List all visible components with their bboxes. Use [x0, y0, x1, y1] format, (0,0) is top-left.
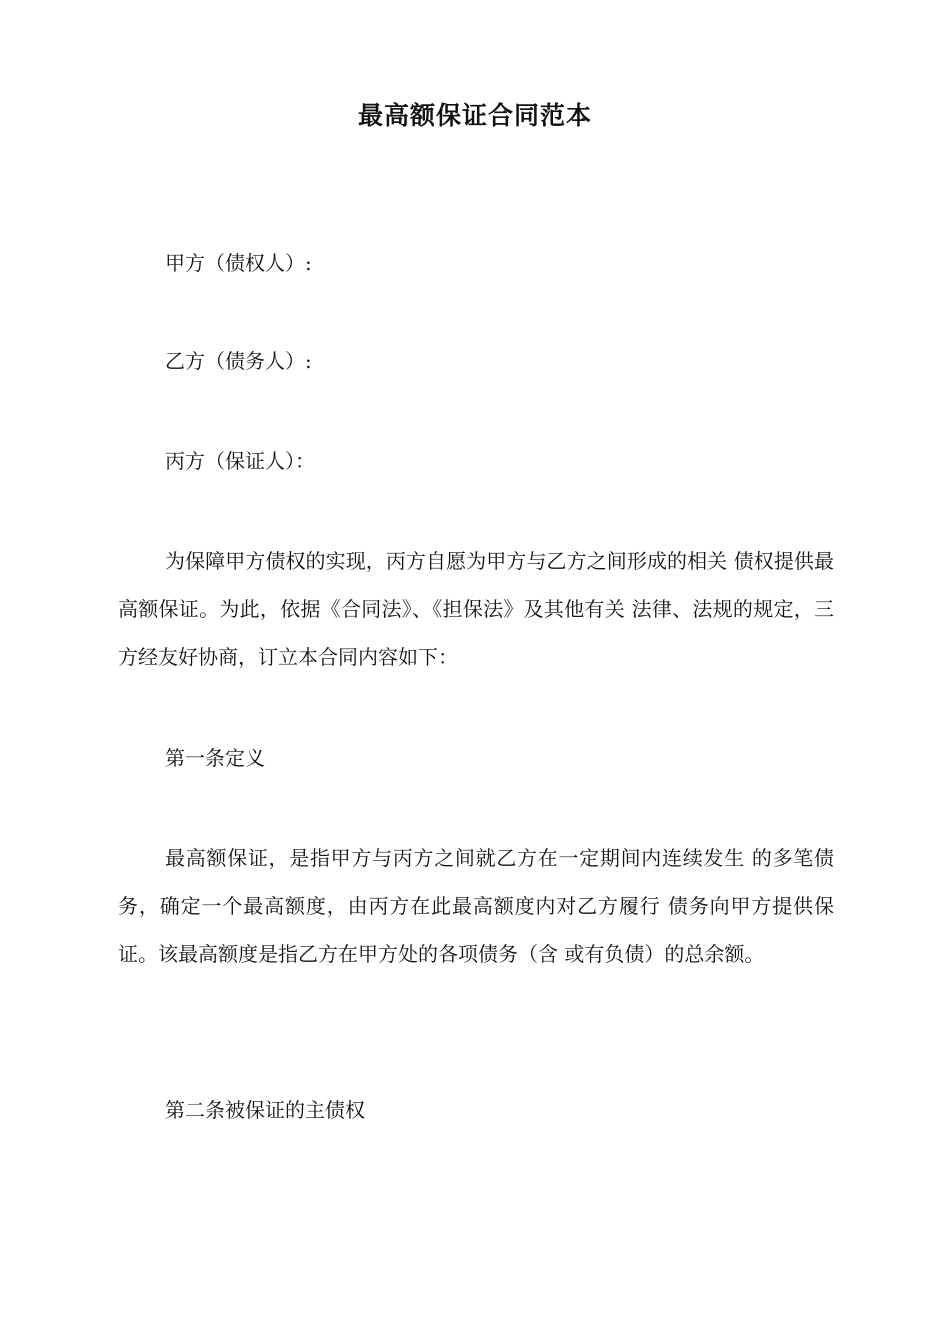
article-1-heading: 第一条定义 [165, 746, 265, 770]
article-2-heading: 第二条被保证的主债权 [165, 1098, 365, 1122]
party-c-line: 丙方（保证人）： [165, 449, 315, 473]
party-a-line: 甲方（债权人）: [165, 251, 312, 275]
document-title: 最高额保证合同范本 [357, 101, 592, 130]
party-b-line: 乙方（债务人）: [165, 349, 312, 373]
article-1-body: 最高额保证，是指甲方与丙方之间就乙方在一定期间内连续发生 的多笔债务，确定一个最高额度，由丙方在此最高额度内对乙方履行 债务向甲方提供保证。该最高额度是指乙方在甲方处的各项债务（含 或有负债）的总余额。 [118, 846, 834, 966]
preamble-paragraph: 为保障甲方债权的实现，丙方自愿为甲方与乙方之间形成的相关 债权提供最高额保证。为此，依据《合同法》、《担保法》及其他有关 法律、法规的规定，三方经友好协商，订立本合同内容如下： [118, 549, 834, 669]
